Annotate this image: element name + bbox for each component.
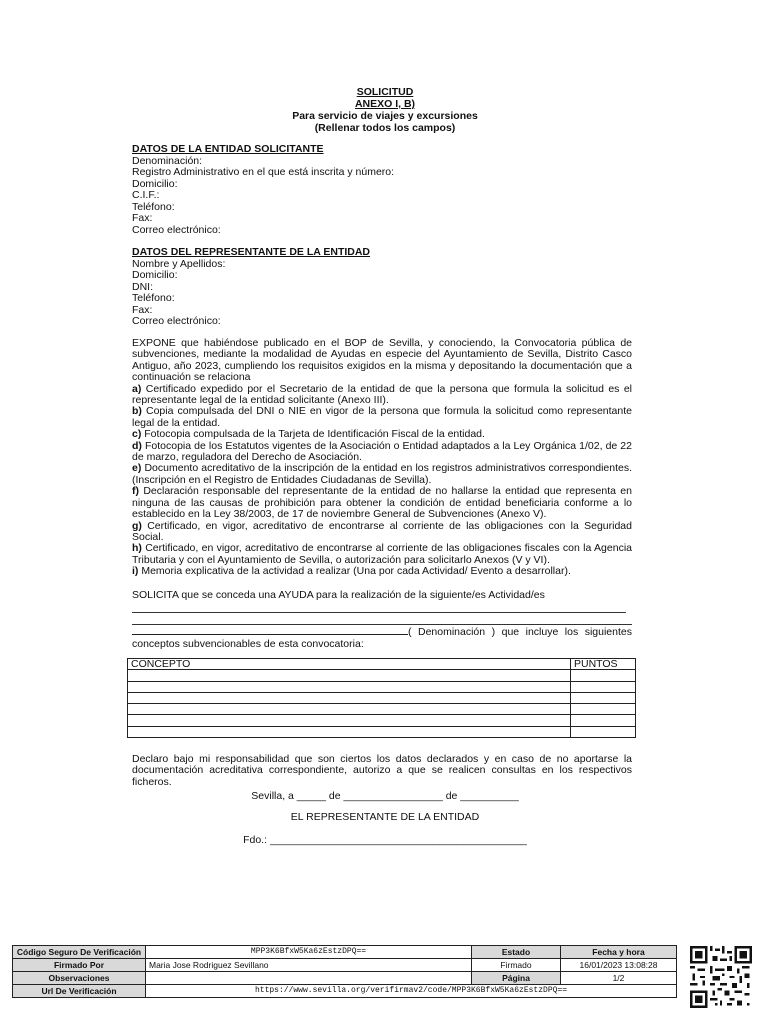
entity-field: Registro Administrativo en el que está inscrita y número:: [132, 166, 395, 178]
document-note: (Rellenar todos los campos): [314, 122, 456, 134]
puntos-header: PUNTOS: [571, 659, 636, 670]
puntos-cell[interactable]: [571, 704, 636, 715]
estado-value: Firmado: [472, 959, 561, 972]
footer-row: [13, 959, 677, 972]
representative-section: [132, 247, 632, 328]
item-text: Certificado, en vigor, acreditativo de encontrarse al corriente de las obligaciones fiscales con la Agencia Tributaria y con el Ayuntamiento de Sevilla, o autorización para solicitarlo Anexos (V y VI).: [132, 542, 632, 566]
item-key: c): [132, 428, 142, 441]
blank-line: [132, 613, 632, 625]
title-text: SOLICITUD: [356, 86, 414, 98]
representative-field: Teléfono:: [132, 292, 175, 304]
blank-line: [132, 601, 626, 613]
doc-item-b: [132, 406, 632, 429]
concepto-cell[interactable]: [128, 704, 571, 715]
puntos-cell[interactable]: [571, 681, 636, 692]
solicita-text: SOLICITA que se conceda una AYUDA para la realización de la siguiente/es Actividad/es: [132, 589, 545, 601]
expone-paragraph: [132, 338, 632, 578]
solicita-paragraph: [132, 590, 632, 650]
concepto-cell[interactable]: [128, 681, 571, 692]
concept-table: [127, 658, 636, 738]
annex-label: [0, 98, 770, 110]
representative-field: Nombre y Apellidos:: [132, 257, 226, 270]
representative-field: Domicilio:: [132, 269, 178, 281]
concepto-cell[interactable]: [128, 715, 571, 726]
table-row[interactable]: [128, 726, 636, 737]
document-title: [0, 86, 770, 98]
signature-line: Fdo.: ____________________________________________: [243, 834, 527, 846]
pagina-label: Página: [472, 972, 561, 985]
puntos-cell[interactable]: [571, 715, 636, 726]
item-key: a): [132, 382, 142, 395]
solicita-continuation: [132, 627, 632, 650]
representative-field: Correo electrónico:: [132, 315, 221, 327]
item-text: Documento acreditativo de la inscripción de la entidad en los registros administrativos correspondientes. (Inscripción en el Registro de Entidades Ciudadanas de Sevilla).: [132, 462, 632, 486]
item-key: h): [132, 542, 142, 555]
entity-section: [132, 144, 632, 236]
estado-label: Estado: [472, 946, 561, 959]
item-key: i): [132, 565, 139, 578]
concepto-cell[interactable]: [128, 726, 571, 737]
doc-item-g: [132, 521, 632, 544]
signer-title: EL REPRESENTANTE DE LA ENTIDAD: [290, 811, 480, 823]
table-row[interactable]: [128, 692, 636, 703]
doc-item-d: [132, 441, 632, 464]
expone-intro: EXPONE que habiéndose publicado en el BOP de Sevilla, y conociendo, la Convocatoria pública de subvenciones, mediante la modalidad de Ayudas en especie del Ayuntamiento de Sevilla, Distrito Casco Antiguo, año 2023, cumpliendo los requisitos exigidos en la misma y depositando la documentación que a continuación se relaciona: [132, 337, 632, 384]
footer-row: [13, 946, 677, 959]
doc-item-f: [132, 486, 632, 520]
puntos-cell[interactable]: [571, 692, 636, 703]
concepto-cell[interactable]: [128, 692, 571, 703]
doc-item-e: [132, 463, 632, 486]
observaciones-label: Observaciones: [13, 972, 146, 985]
table-row[interactable]: [128, 715, 636, 726]
fecha-label: Fecha y hora: [561, 946, 677, 959]
csv-value: MPP3K6BfxW5Ka6zEstzDPQ==: [146, 946, 472, 959]
declaration-paragraph: Declaro bajo mi responsabilidad que son ciertos los datos declarados y en caso de no aportarse la documentación acreditativa correspondiente, autorizo a que se realicen consultas en los respectivos ficheros.: [132, 753, 632, 788]
url-value[interactable]: https://www.sevilla.org/verifirmav2/code/MPP3K6BfxW5Ka6zEstzDPQ==: [146, 985, 677, 998]
document-subtitle: Para servicio de viajes y excursiones: [292, 110, 478, 122]
item-text: Fotocopia de los Estatutos vigentes de la Asociación o Entidad adaptados a la Ley Orgánica 1/02, de 22 de marzo, reguladora del Derecho de Asociación.: [132, 439, 632, 464]
doc-item-i: [132, 566, 632, 577]
table-row[interactable]: [128, 704, 636, 715]
item-key: d): [132, 439, 142, 452]
item-key: e): [132, 462, 142, 475]
item-text: Declaración responsable del representante de la entidad de no hallarse la entidad que representa en ninguna de las causas de prohibición para obtener la condición de entidad beneficiaria conforme a lo establecido en la Ley 38/2003, de 17 de noviembre General de Subvenciones (Anexo V).: [132, 485, 632, 521]
entity-field: Domicilio:: [132, 177, 178, 190]
url-label: Url De Verificación: [13, 985, 146, 998]
firmado-value: Maria Jose Rodriguez Sevillano: [146, 959, 472, 972]
qr-code-icon: [690, 946, 752, 1008]
solicita-text2: ( Denominación ) que incluye los siguientes conceptos subvencionables de esta convocatoria:: [132, 626, 632, 650]
fecha-value: 16/01/2023 13:08:28: [561, 959, 677, 972]
concepto-header: CONCEPTO: [128, 659, 571, 670]
entity-field: Denominación:: [132, 154, 203, 167]
verification-table: [12, 945, 677, 998]
denominacion-blank: [132, 634, 408, 635]
csv-label: Código Seguro De Verificación: [13, 946, 146, 959]
table-header-row: [128, 659, 636, 670]
puntos-cell[interactable]: [571, 726, 636, 737]
table-row[interactable]: [128, 681, 636, 692]
entity-field: Fax:: [132, 212, 153, 224]
representative-field: Fax:: [132, 303, 153, 316]
firmado-label: Firmado Por: [13, 959, 146, 972]
annex-text: ANEXO I, B): [354, 98, 416, 110]
doc-item-a: [132, 384, 632, 407]
footer-row: [13, 985, 677, 998]
item-text: Certificado, en vigor, acreditativo de encontrarse al corriente de las obligaciones con la Seguridad Social.: [132, 519, 632, 543]
representative-heading: DATOS DEL REPRESENTANTE DE LA ENTIDAD: [132, 246, 371, 258]
entity-field: Teléfono:: [132, 200, 175, 213]
entity-heading: DATOS DE LA ENTIDAD SOLICITANTE: [132, 143, 324, 155]
place-date-line: Sevilla, a _____ de _________________ de __________: [251, 790, 519, 802]
entity-field: Correo electrónico:: [132, 223, 221, 236]
observaciones-value: [146, 972, 472, 985]
entity-field: C.I.F.:: [132, 189, 160, 201]
puntos-cell[interactable]: [571, 670, 636, 681]
concepto-cell[interactable]: [128, 670, 571, 681]
footer-row: [13, 972, 677, 985]
item-key: b): [132, 405, 142, 418]
item-key: g): [132, 519, 142, 532]
item-text: Copia compulsada del DNI o NIE en vigor de la persona que formula la solicitud como representante legal de la entidad.: [132, 405, 632, 429]
doc-item-h: [132, 543, 632, 566]
item-text: Memoria explicativa de la actividad a realizar (Una por cada Actividad/ Evento a desarrollar).: [138, 565, 571, 578]
table-row[interactable]: [128, 670, 636, 681]
pagina-value: 1/2: [561, 972, 677, 985]
item-key: f): [132, 485, 139, 498]
item-text: Certificado expedido por el Secretario de la entidad de que la persona que formula la solicitud es el representante legal de la entidad solicitante (Anexo III).: [132, 382, 632, 407]
item-text: Fotocopia compulsada de la Tarjeta de Identificación Fiscal de la entidad.: [141, 428, 485, 441]
representative-field: DNI:: [132, 280, 153, 293]
